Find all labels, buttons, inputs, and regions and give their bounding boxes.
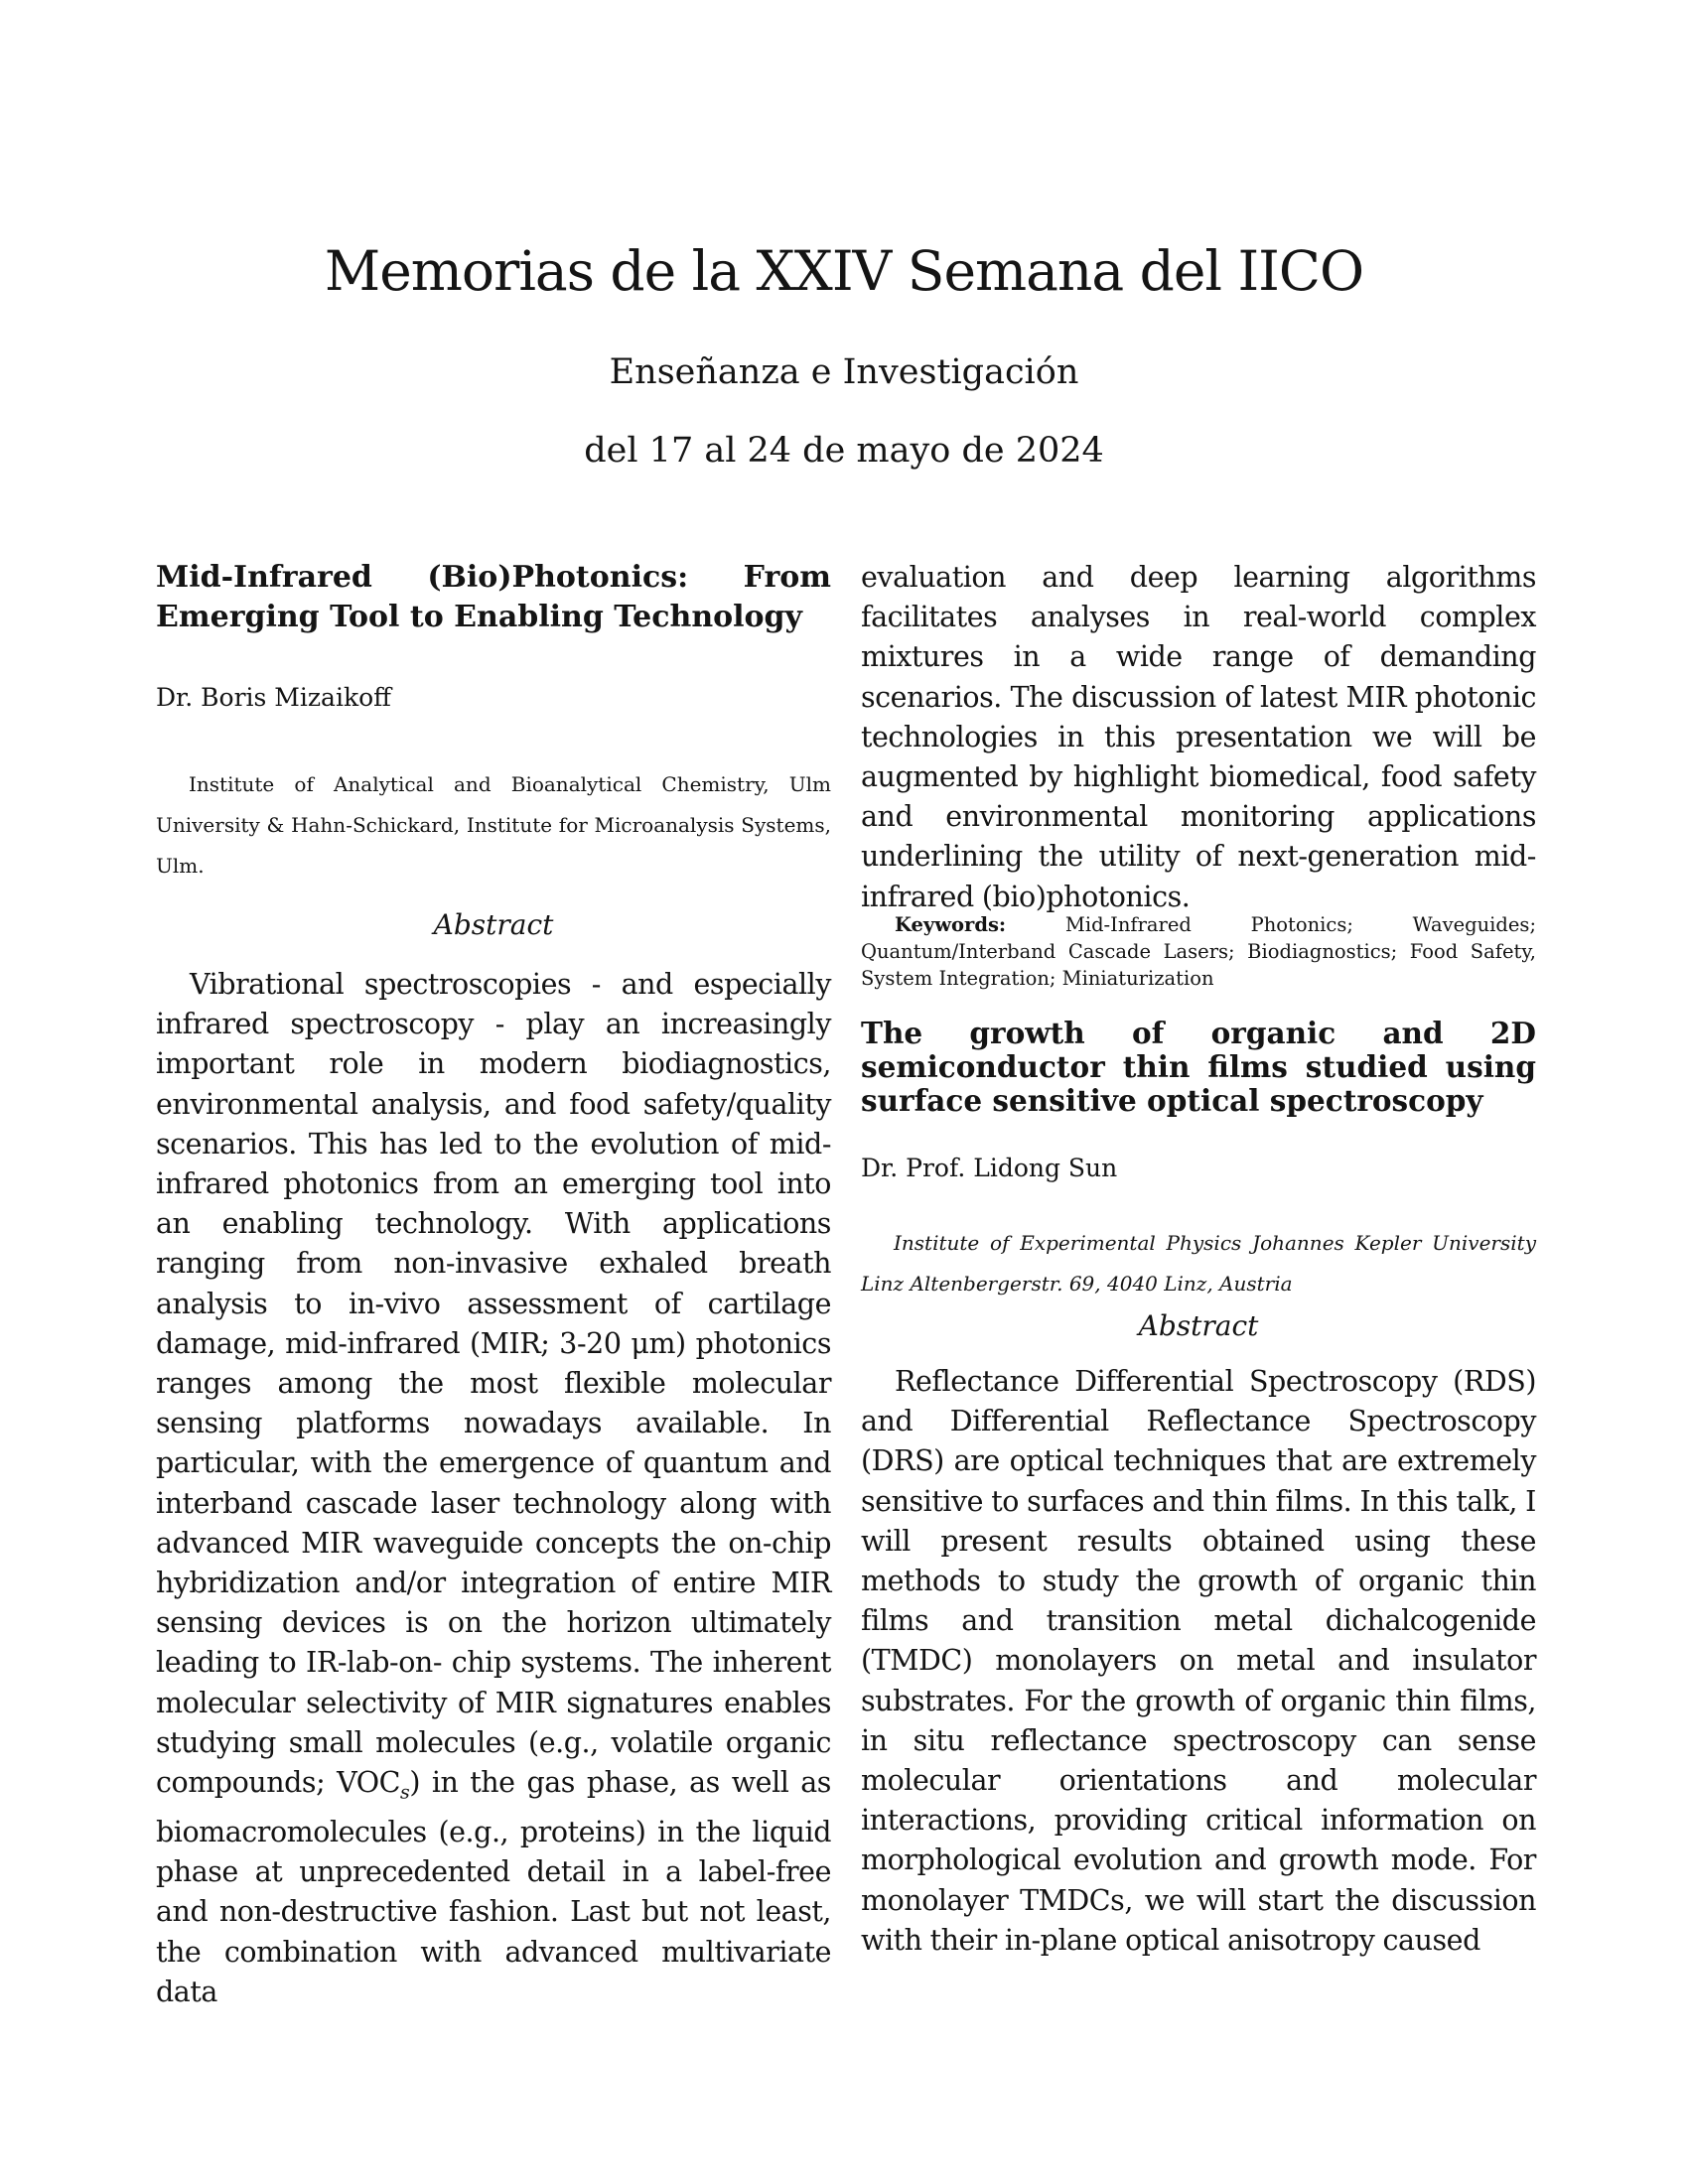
article-author: Dr. Prof. Lidong Sun	[861, 1154, 1118, 1182]
proceedings-title: Memorias de la XXIV Semana del IICO	[324, 239, 1364, 303]
proceedings-subtitle: Enseñanza e Investigación	[609, 352, 1079, 392]
proceedings-dates: del 17 al 24 de mayo de 2024	[584, 431, 1104, 471]
article-author: Dr. Boris Mizaikoff	[156, 683, 391, 712]
abstract-text-part: ) in the gas phase, as well as biomacromolecules (e.g., proteins) in the liquid phase at unprecedented detail in a label-free and non-destructive fashion. Last but not least, the combination with advanced multivariate data	[156, 1766, 831, 2008]
abstract-heading: Abstract	[433, 908, 554, 941]
article-title: Mid-Infrared (Bio)Photonics: From Emerging Tool to Enabling Technology	[156, 560, 831, 634]
keywords	[861, 911, 1536, 992]
abstract-heading: Abstract	[1138, 1309, 1259, 1342]
keywords-label: Keywords:	[895, 913, 1007, 936]
abstract-text: Reflectance Differential Spectroscopy (RDS) and Differential Reflectance Spectroscopy (DRS) are optical techniques that are extremely sensitive to surfaces and thin films. In this talk, I will present results obtained using these methods to study the growth of organic thin films and transition metal dichalcogenide (TMDC) monolayers on metal and insulator substrates. For the growth of organic thin films, in situ reflectance spectroscopy can sense molecular orientations and molecular interactions, providing critical information on morphological evolution and growth mode. For monolayer TMDCs, we will start the discussion with their in-plane optical anisotropy caused	[861, 1365, 1536, 1957]
article-title: The growth of organic and 2D semiconductor thin films studied using surface sensitive optical spectroscopy	[861, 1016, 1536, 1118]
abstract-text-part: Vibrational spectroscopies - and especially infrared spectroscopy - play an increasingly important role in modern biodiagnostics, environmental analysis, and food safety/quality scenarios. This has led to the evolution of mid-infrared photonics from an emerging tool into an enabling technology. With applications ranging from non-invasive exhaled breath analysis to in-vivo assessment of cartilage damage, mid-infrared (MIR; 3-20 μm) photonics ranges among the most flexible molecular sensing platforms nowadays available. In particular, with the emergence of quantum and interband cascade laser technology along with advanced MIR waveguide concepts the on-chip hybridization and/or integration of entire MIR sensing devices is on the horizon ultimately leading to IR-lab-on- chip systems. The inherent molecular selectivity of MIR signatures enables studying small molecules (e.g., volatile organic compounds; VOC	[156, 968, 831, 1800]
keywords-list: Mid-Infrared Photonics; Waveguides; Quantum/Interband Cascade Lasers; Biodiagnostics; Food Safety, System Integration; Miniaturization	[861, 913, 1537, 990]
article-affiliation: Institute of Analytical and Bioanalytical Chemistry, Ulm University & Hahn-Schickard, Institute for Microanalysis Systems, Ulm.	[156, 772, 831, 878]
article-affiliation: Institute of Experimental Physics Johannes Kepler University Linz Altenbergerstr. 69, 4040 Linz, Austria	[861, 1231, 1536, 1296]
abstract-text	[156, 965, 831, 2012]
voc-subscript: s	[400, 1781, 410, 1804]
abstract-text-continued: evaluation and deep learning algorithms facilitates analyses in real-world complex mixtures in a wide range of demanding scenarios. The discussion of latest MIR photonic technologies in this presentation we will be augmented by highlight biomedical, food safety and environmental monitoring applications underlining the utility of next-generation mid-infrared (bio)photonics.	[861, 561, 1536, 913]
